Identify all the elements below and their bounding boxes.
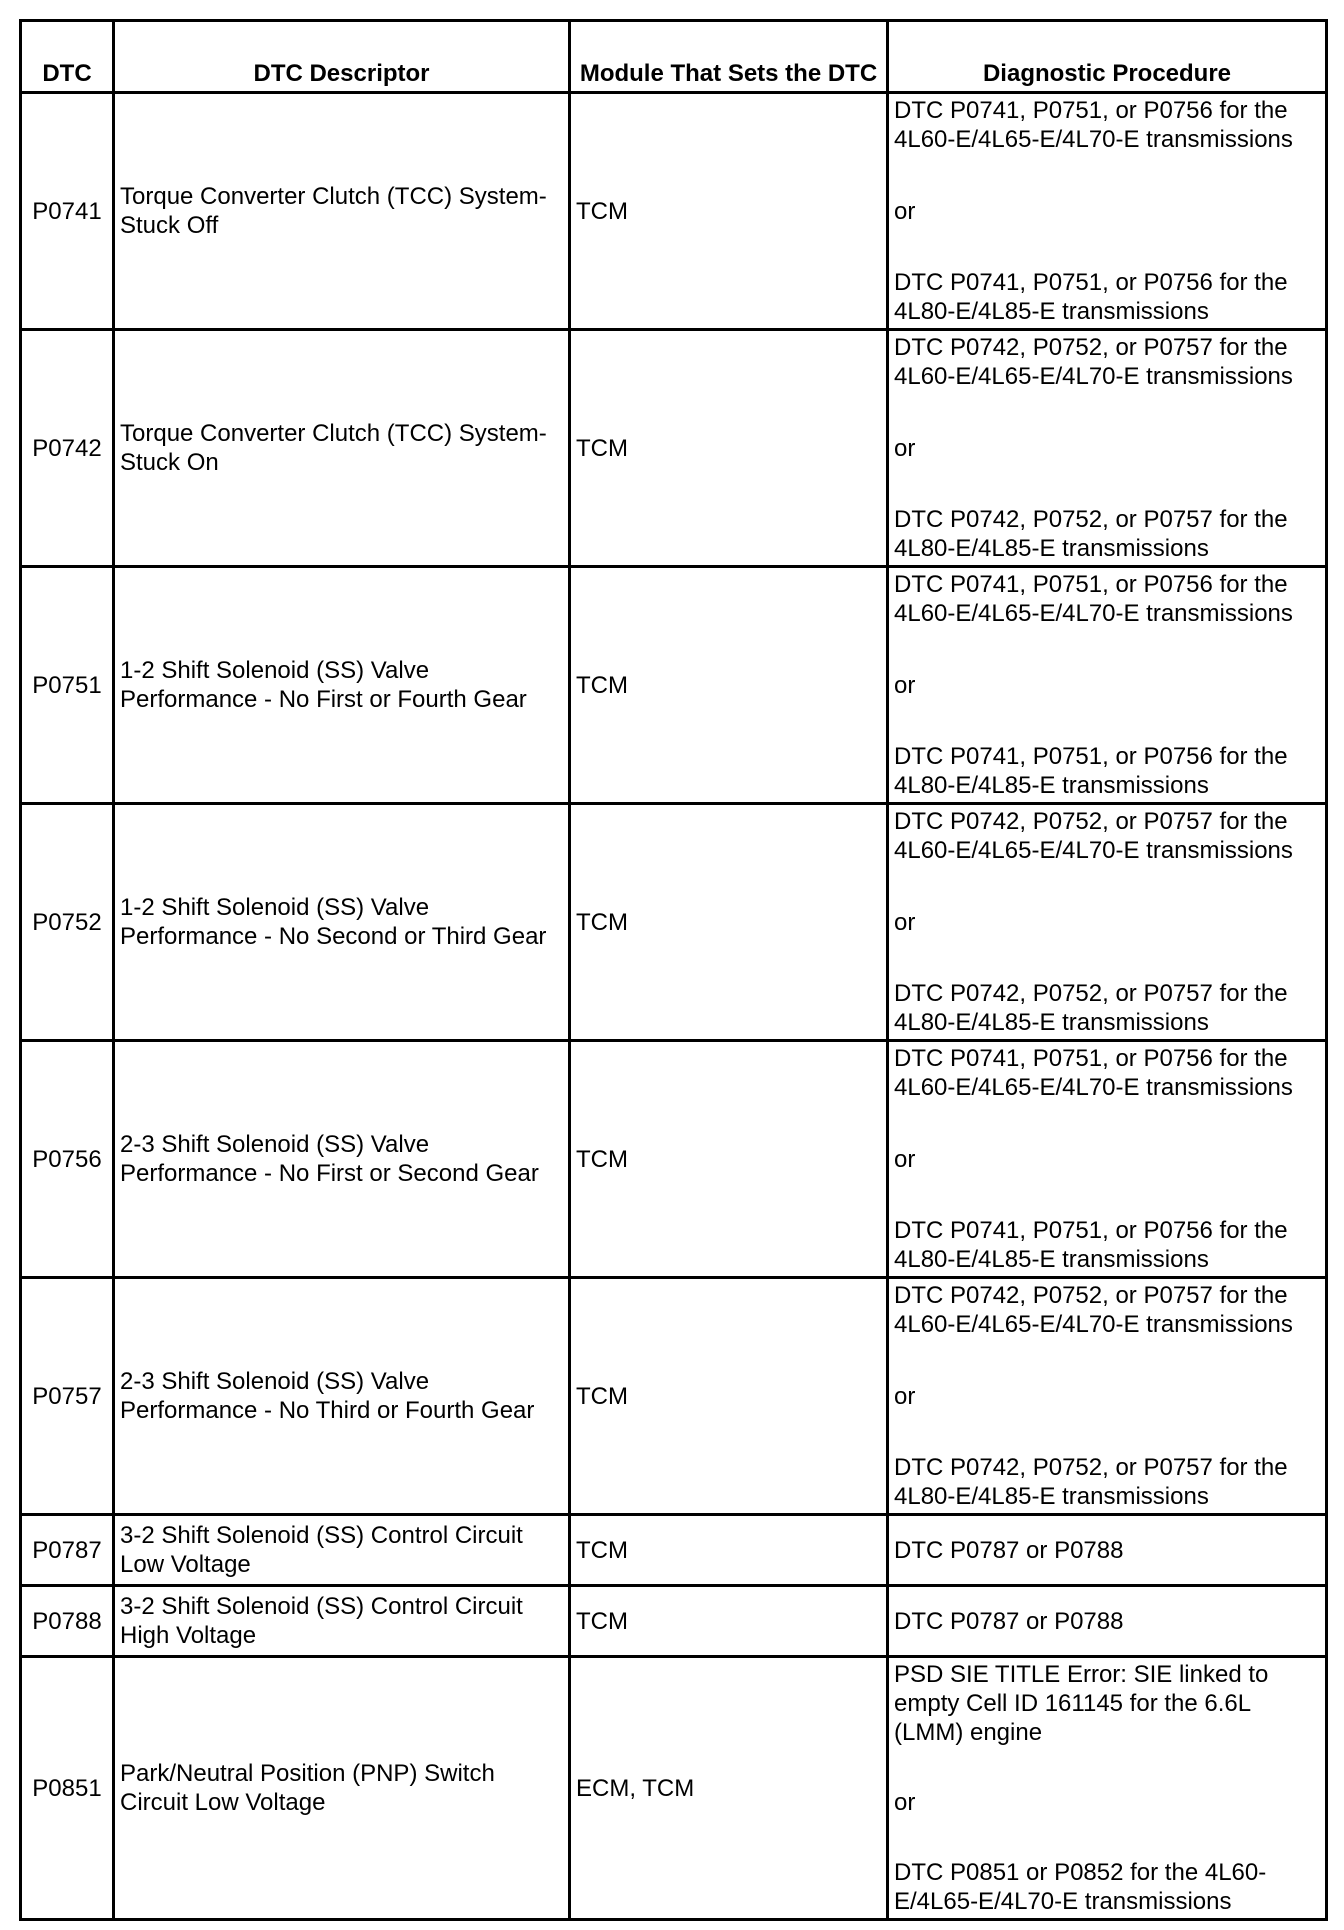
procedure-link[interactable]: DTC P0741, P0751, or P0756 for the 4L60-E/4L65-E/4L70-E transmissions: [894, 571, 1293, 627]
dtc-code: P0787: [21, 1515, 114, 1586]
procedure-link[interactable]: DTC P0742, P0752, or P0757 for the 4L60-E/4L65-E/4L70-E transmissions: [894, 1282, 1293, 1338]
setting-module: TCM: [570, 1515, 888, 1586]
table-row: [21, 1515, 1327, 1586]
procedure-or: or: [894, 1789, 916, 1816]
setting-module: TCM: [570, 567, 888, 804]
dtc-descriptor: 1-2 Shift Solenoid (SS) Valve Performance - No Second or Third Gear: [114, 804, 570, 1041]
dtc-descriptor: 3-2 Shift Solenoid (SS) Control Circuit Low Voltage: [114, 1515, 570, 1586]
dtc-descriptor: 3-2 Shift Solenoid (SS) Control Circuit High Voltage: [114, 1586, 570, 1657]
dtc-code: P0757: [21, 1278, 114, 1515]
diagnostic-procedure: [888, 1515, 1327, 1586]
dtc-code: P0756: [21, 1041, 114, 1278]
dtc-descriptor: Torque Converter Clutch (TCC) System-Stuck On: [114, 330, 570, 567]
dtc-descriptor: 1-2 Shift Solenoid (SS) Valve Performance - No First or Fourth Gear: [114, 567, 570, 804]
header-dtc: DTC: [21, 21, 114, 93]
procedure-link[interactable]: DTC P0742, P0752, or P0757 for the 4L80-E/4L85-E transmissions: [894, 980, 1288, 1036]
table-row: [21, 93, 1327, 330]
procedure-link[interactable]: DTC P0851 or P0852 for the 4L60-E/4L65-E/4L70-E transmissions: [894, 1859, 1267, 1915]
header-module: Module That Sets the DTC: [570, 21, 888, 93]
dtc-code: P0851: [21, 1657, 114, 1920]
procedure-link[interactable]: DTC P0787 or P0788: [894, 1607, 1124, 1635]
table-row: [21, 1278, 1327, 1515]
diagnostic-procedure: [888, 1586, 1327, 1657]
header-row: [21, 21, 1327, 93]
diagnostic-procedure: [888, 1041, 1327, 1278]
procedure-link[interactable]: DTC P0741, P0751, or P0756 for the 4L60-E/4L65-E/4L70-E transmissions: [894, 1045, 1293, 1101]
dtc-descriptor: 2-3 Shift Solenoid (SS) Valve Performance - No First or Second Gear: [114, 1041, 570, 1278]
table-row: [21, 804, 1327, 1041]
procedure-link[interactable]: DTC P0787 or P0788: [894, 1536, 1124, 1564]
header-descriptor: DTC Descriptor: [114, 21, 570, 93]
dtc-descriptor: 2-3 Shift Solenoid (SS) Valve Performance - No Third or Fourth Gear: [114, 1278, 570, 1515]
table-row: [21, 1657, 1327, 1920]
setting-module: TCM: [570, 93, 888, 330]
procedure-or: or: [894, 434, 916, 462]
setting-module: TCM: [570, 1041, 888, 1278]
procedure-link[interactable]: DTC P0742, P0752, or P0757 for the 4L60-E/4L65-E/4L70-E transmissions: [894, 808, 1293, 864]
dtc-descriptor: Torque Converter Clutch (TCC) System-Stuck Off: [114, 93, 570, 330]
procedure-link[interactable]: DTC P0741, P0751, or P0756 for the 4L60-E/4L65-E/4L70-E transmissions: [894, 97, 1293, 153]
diagnostic-procedure: [888, 93, 1327, 330]
procedure-link[interactable]: DTC P0741, P0751, or P0756 for the 4L80-E/4L85-E transmissions: [894, 1217, 1288, 1273]
dtc-code: P0751: [21, 567, 114, 804]
procedure-or: or: [894, 671, 916, 699]
setting-module: TCM: [570, 330, 888, 567]
procedure-link[interactable]: DTC P0742, P0752, or P0757 for the 4L80-E/4L85-E transmissions: [894, 506, 1288, 562]
diagnostic-procedure: [888, 804, 1327, 1041]
procedure-or: or: [894, 1382, 916, 1410]
procedure-link[interactable]: PSD SIE TITLE Error: SIE linked to empty Cell ID 161145 for the 6.6L (LMM) engine: [894, 1661, 1269, 1746]
diagnostic-procedure: [888, 567, 1327, 804]
table-row: [21, 567, 1327, 804]
table-row: [21, 330, 1327, 567]
procedure-link[interactable]: DTC P0741, P0751, or P0756 for the 4L80-E/4L85-E transmissions: [894, 743, 1288, 799]
setting-module: TCM: [570, 1586, 888, 1657]
diagnostic-procedure: [888, 330, 1327, 567]
dtc-code: P0741: [21, 93, 114, 330]
dtc-code: P0788: [21, 1586, 114, 1657]
header-procedure: Diagnostic Procedure: [888, 21, 1327, 93]
procedure-or: or: [894, 197, 916, 225]
setting-module: TCM: [570, 804, 888, 1041]
table-row: [21, 1041, 1327, 1278]
table-row: [21, 1586, 1327, 1657]
dtc-table: [19, 19, 1328, 1921]
diagnostic-procedure: [888, 1278, 1327, 1515]
procedure-or: or: [894, 1145, 916, 1173]
procedure-link[interactable]: DTC P0742, P0752, or P0757 for the 4L80-E/4L85-E transmissions: [894, 1454, 1288, 1510]
procedure-link[interactable]: DTC P0742, P0752, or P0757 for the 4L60-E/4L65-E/4L70-E transmissions: [894, 334, 1293, 390]
dtc-descriptor: Park/Neutral Position (PNP) Switch Circuit Low Voltage: [114, 1657, 570, 1920]
procedure-link[interactable]: DTC P0741, P0751, or P0756 for the 4L80-E/4L85-E transmissions: [894, 269, 1288, 325]
diagnostic-procedure: [888, 1657, 1327, 1920]
dtc-code: P0742: [21, 330, 114, 567]
setting-module: ECM, TCM: [570, 1657, 888, 1920]
setting-module: TCM: [570, 1278, 888, 1515]
dtc-code: P0752: [21, 804, 114, 1041]
procedure-or: or: [894, 908, 916, 936]
